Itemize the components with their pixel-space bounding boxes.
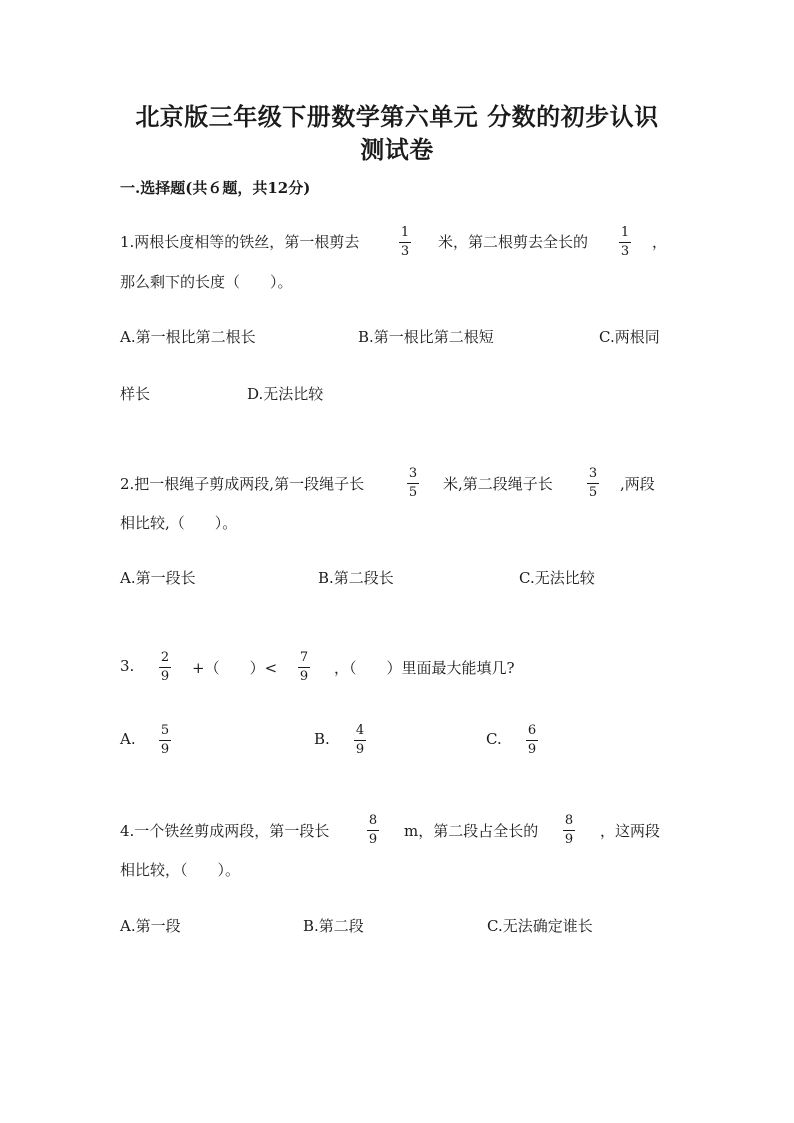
fraction-denominator: 9 — [564, 832, 574, 847]
question-2-fraction-2 — [587, 467, 599, 500]
fraction-numerator: 6 — [527, 723, 537, 738]
fraction-denominator: 5 — [588, 485, 598, 500]
fraction-denominator: 9 — [160, 669, 170, 684]
fraction-bar — [367, 830, 379, 831]
question-1-fraction-1 — [399, 226, 411, 259]
question-1-text-b: 米，第二根剪去全长的 — [438, 233, 589, 251]
question-1-fraction-2 — [619, 226, 631, 259]
question-1-option-c[interactable]: C.两根同 — [599, 328, 660, 346]
fraction-numerator: 3 — [408, 466, 418, 481]
question-4-text-a: 4.一个铁丝剪成两段，第一段长 — [120, 822, 330, 840]
question-2-text-b: 米,第二段绳子长 — [443, 475, 553, 493]
question-1-text-a: 1.两根长度相等的铁丝，第一根剪去 — [120, 233, 360, 251]
question-1-option-d[interactable]: D.无法比较 — [247, 385, 324, 403]
fraction-bar — [159, 740, 171, 741]
question-2-text-a: 2.把一根绳子剪成两段,第一段绳子长 — [120, 475, 365, 493]
fraction-bar — [526, 740, 538, 741]
question-4-text-c: ，这两段 — [600, 822, 661, 840]
question-4-text-b: m，第二段占全长的 — [404, 822, 539, 840]
question-1-option-c-continued[interactable]: 样长 — [120, 385, 151, 403]
fraction-bar — [399, 242, 411, 243]
question-3-option-c[interactable]: C. — [486, 730, 502, 748]
fraction-numerator: 7 — [299, 650, 309, 665]
fraction-denominator: 9 — [527, 742, 537, 757]
question-2-text-line2: 相比较,（ ）。 — [120, 514, 238, 532]
question-4-fraction-2 — [563, 814, 575, 847]
question-4-option-c[interactable]: C.无法确定谁长 — [487, 917, 593, 935]
fraction-bar — [407, 483, 419, 484]
question-3-option-a-fraction — [159, 724, 171, 757]
fraction-bar — [587, 483, 599, 484]
question-3-text-a: 3. — [120, 657, 135, 675]
fraction-bar — [563, 830, 575, 831]
question-3-option-b-fraction — [354, 724, 366, 757]
fraction-denominator: 3 — [400, 244, 410, 259]
question-4-option-b[interactable]: B.第二段 — [303, 917, 364, 935]
question-3-fraction-2 — [298, 651, 310, 684]
question-2-text-c: ,两段 — [620, 475, 655, 493]
question-1-option-b[interactable]: B.第一根比第二根短 — [358, 328, 494, 346]
question-4-option-a[interactable]: A.第一段 — [120, 917, 181, 935]
fraction-numerator: 8 — [564, 813, 574, 828]
question-2-option-b[interactable]: B.第二段长 — [318, 569, 394, 587]
question-3-text-b: +（ ）< — [192, 659, 278, 677]
fraction-bar — [619, 242, 631, 243]
fraction-numerator: 2 — [160, 650, 170, 665]
question-1-text-c: ， — [652, 233, 668, 251]
question-1-text-line2: 那么剩下的长度（ ）。 — [120, 273, 293, 291]
fraction-bar — [159, 667, 171, 668]
question-2-fraction-1 — [407, 467, 419, 500]
question-3-option-c-fraction — [526, 724, 538, 757]
question-1-option-a[interactable]: A.第一根比第二根长 — [120, 328, 256, 346]
question-2-option-c[interactable]: C.无法比较 — [519, 569, 595, 587]
question-4-text-line2: 相比较，（ ）。 — [120, 861, 241, 879]
question-2-option-a[interactable]: A.第一段长 — [120, 569, 196, 587]
fraction-denominator: 5 — [408, 485, 418, 500]
question-3-fraction-1 — [159, 651, 171, 684]
fraction-bar — [354, 740, 366, 741]
question-4-fraction-1 — [367, 814, 379, 847]
fraction-numerator: 1 — [620, 225, 630, 240]
page-title-line1: 北京版三年级下册数学第六单元 分数的初步认识 — [135, 102, 659, 131]
fraction-denominator: 3 — [620, 244, 630, 259]
question-3-text-c: ，（ ）里面最大能填几? — [334, 659, 515, 677]
fraction-bar — [298, 667, 310, 668]
fraction-numerator: 1 — [400, 225, 410, 240]
fraction-numerator: 8 — [368, 813, 378, 828]
question-3-option-b[interactable]: B. — [314, 730, 330, 748]
question-3-option-a[interactable]: A. — [120, 730, 136, 748]
fraction-denominator: 9 — [355, 742, 365, 757]
fraction-numerator: 4 — [355, 723, 365, 738]
fraction-numerator: 3 — [588, 466, 598, 481]
section-heading: 一.选择题(共６题，共12分) — [120, 179, 311, 197]
fraction-numerator: 5 — [160, 723, 170, 738]
page-title-line2: 测试卷 — [360, 135, 434, 164]
fraction-denominator: 9 — [160, 742, 170, 757]
fraction-denominator: 9 — [299, 669, 309, 684]
fraction-denominator: 9 — [368, 832, 378, 847]
